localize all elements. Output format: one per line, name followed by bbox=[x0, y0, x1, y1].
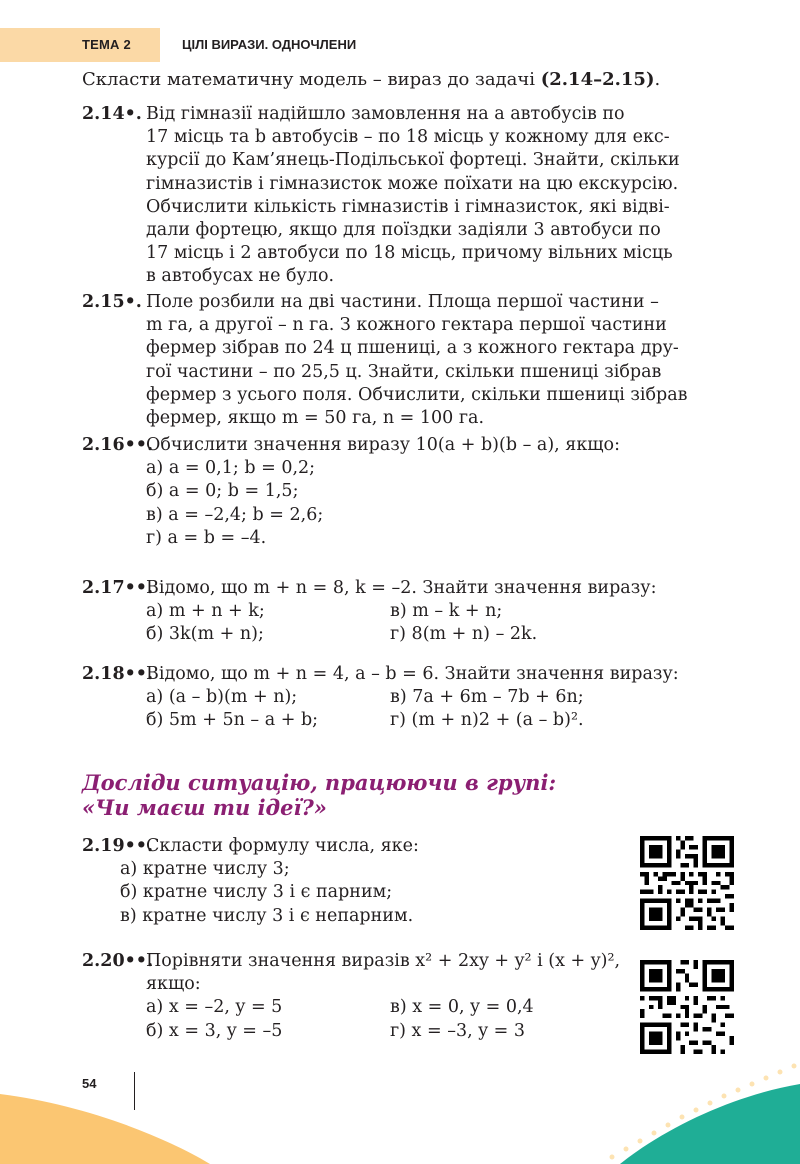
section-heading bbox=[82, 770, 556, 820]
sub-item: б) x = 3, y = –5 bbox=[146, 1020, 283, 1041]
sub-items-row bbox=[146, 600, 740, 623]
section-heading-line: «Чи маєш ти ідеї?» bbox=[82, 795, 327, 820]
intro-end: . bbox=[654, 69, 661, 90]
sub-item: г) x = –3, y = 3 bbox=[390, 1020, 526, 1041]
text-line: фермер, якщо m = 50 га, n = 100 га. bbox=[146, 408, 485, 429]
problem-2-15 bbox=[82, 291, 740, 430]
problem-text bbox=[146, 577, 740, 647]
text-line: Від гімназії надійшло замовлення на a автобусів по bbox=[146, 104, 625, 124]
problem-question: Відомо, що m + n = 4, a – b = 6. Знайти значення виразу: bbox=[146, 664, 679, 684]
problem-number: 2.14•. bbox=[82, 104, 142, 124]
problem-question: Відомо, що m + n = 8, k = –2. Знайти значення виразу: bbox=[146, 578, 657, 598]
sub-item: а) x = –2, y = 5 bbox=[146, 997, 283, 1018]
problem-2-16 bbox=[82, 434, 740, 550]
sub-item: г) a = b = –4. bbox=[146, 527, 267, 548]
sub-item: б) кратне числу 3 і є парним; bbox=[120, 882, 393, 903]
page-number: 54 bbox=[82, 1076, 97, 1091]
qr-code-icon[interactable] bbox=[638, 836, 736, 930]
problem-number: 2.19••. bbox=[82, 836, 154, 856]
problem-number: 2.15•. bbox=[82, 292, 142, 312]
text-line: гімназистів і гімназисток може поїхати на цю екскурсію. bbox=[146, 173, 679, 194]
sub-item: а) m + n + k; bbox=[146, 601, 265, 622]
sub-item: в) кратне числу 3 і є непарним. bbox=[120, 905, 414, 926]
qr-code-icon[interactable] bbox=[638, 960, 736, 1054]
sub-item: г) 8(m + n) – 2k. bbox=[390, 624, 538, 645]
problem-question: Обчислити значення виразу 10(a + b)(b – a), якщо: bbox=[146, 435, 620, 455]
corner-decoration-right bbox=[560, 1054, 800, 1164]
chapter-title: ЦІЛІ ВИРАЗИ. ОДНОЧЛЕНИ bbox=[182, 37, 357, 52]
problem-text bbox=[146, 291, 740, 430]
text-line: Поле розбили на дві частини. Площа першої частини – bbox=[146, 292, 659, 312]
page-divider bbox=[134, 1072, 135, 1110]
header-bar bbox=[0, 28, 160, 62]
sub-item: б) 5m + 5n – a + b; bbox=[146, 710, 319, 731]
intro-range: (2.14–2.15) bbox=[540, 69, 655, 90]
problem-question-cont: якщо: bbox=[146, 974, 201, 995]
problem-number: 2.20••. bbox=[82, 951, 154, 971]
text-line: 17 місць та b автобусів – по 18 місць у кожному для екс- bbox=[146, 127, 670, 148]
text-line: фермер з усього поля. Обчислити, скільки пшениці зібрав bbox=[146, 384, 688, 405]
text-line: Обчислити кількість гімназистів і гімназисток, які відві- bbox=[146, 196, 670, 217]
corner-decoration-left bbox=[0, 1064, 220, 1164]
intro-sentence: Скласти математичну модель – вираз до задачі bbox=[82, 69, 541, 90]
sub-item: б) a = 0; b = 1,5; bbox=[146, 481, 299, 502]
problem-question: Порівняти значення виразів x² + 2xy + y² і (x + y)², bbox=[146, 951, 621, 971]
sub-item: а) кратне числу 3; bbox=[120, 859, 290, 880]
sub-item: а) a = 0,1; b = 0,2; bbox=[146, 458, 316, 479]
problem-text bbox=[146, 103, 740, 289]
problem-number: 2.17••. bbox=[82, 578, 154, 598]
section-heading-line: Досліди ситуацію, працюючи в групі: bbox=[82, 770, 557, 795]
sub-item: в) 7a + 6m – 7b + 6n; bbox=[390, 687, 584, 708]
problem-2-17 bbox=[82, 577, 740, 647]
problem-number: 2.16••. bbox=[82, 435, 154, 455]
text-line: 17 місць і 2 автобуси по 18 місць, причому вільних місць bbox=[146, 243, 673, 264]
topic-label: ТЕМА 2 bbox=[82, 37, 131, 52]
sub-item: в) m – k + n; bbox=[390, 601, 503, 622]
text-line: дали фортецю, якщо для поїздки задіяли 3 автобуси по bbox=[146, 220, 661, 241]
problem-2-18 bbox=[82, 663, 740, 733]
problem-2-14 bbox=[82, 103, 740, 289]
text-line: m га, а другої – n га. З кожного гектара першої частини bbox=[146, 315, 667, 336]
sub-item: г) (m + n)2 + (a – b)². bbox=[390, 710, 584, 731]
intro-text bbox=[82, 68, 660, 92]
sub-items-row bbox=[146, 709, 740, 732]
problem-question: Скласти формулу числа, яке: bbox=[146, 836, 419, 856]
problem-text bbox=[146, 663, 740, 733]
sub-item: а) (a – b)(m + n); bbox=[146, 687, 298, 708]
text-line: в автобусах не було. bbox=[146, 266, 335, 287]
sub-item: в) a = –2,4; b = 2,6; bbox=[146, 504, 324, 525]
sub-item: в) x = 0, y = 0,4 bbox=[390, 997, 534, 1018]
sub-items-row bbox=[146, 623, 740, 646]
sub-items-row bbox=[146, 686, 740, 709]
problem-number: 2.18••. bbox=[82, 664, 154, 684]
text-line: фермер зібрав по 24 ц пшениці, а з кожного гектара дру- bbox=[146, 338, 679, 359]
text-line: курсії до Кам’янець-Подільської фортеці. Знайти, скільки bbox=[146, 150, 680, 171]
text-line: гої частини – по 25,5 ц. Знайти, скільки пшениці зібрав bbox=[146, 361, 662, 382]
problem-text bbox=[146, 434, 740, 550]
sub-item: б) 3k(m + n); bbox=[146, 624, 264, 645]
